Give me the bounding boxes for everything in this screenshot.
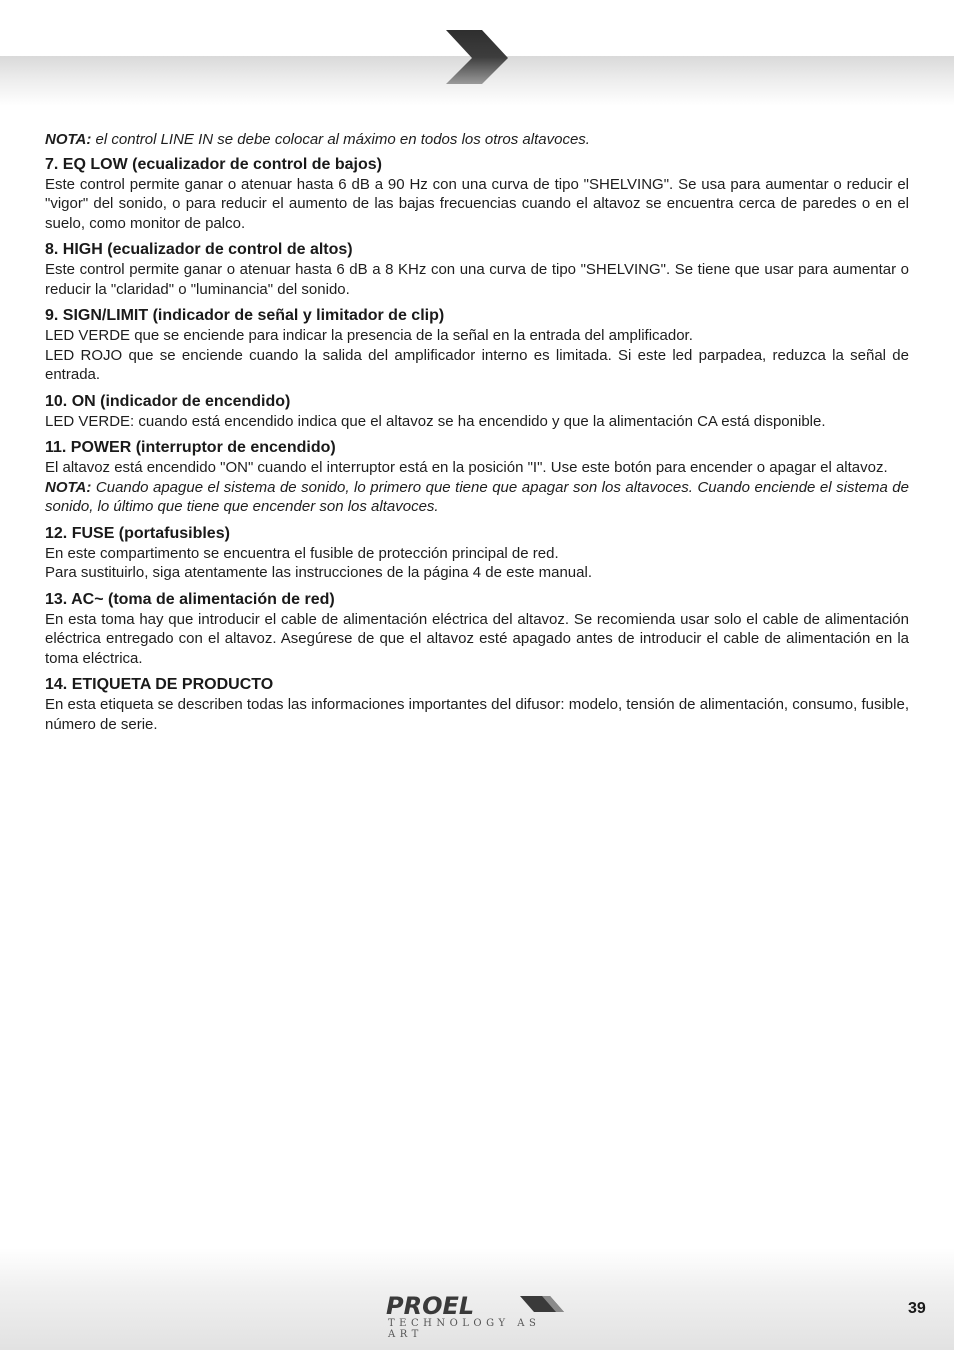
logo-wordmark: PROEL (386, 1292, 475, 1320)
section-title: 10. ON (indicador de encendido) (45, 392, 291, 410)
section-eq-low (45, 155, 909, 234)
section-text: En esta toma hay que introducir el cable de alimentación eléctrica del altavoz. Se recomienda usar solo el cable de alimentación eléctrica entregado con el altavoz. Asegúrese de que el altavoz esté apagado antes de introducir el cable de alimentación en la toma eléctrica. (45, 610, 909, 667)
page-content (45, 130, 909, 741)
section-text: En esta etiqueta se describen todas las informaciones importantes del difusor: modelo, tensión de alimentación, consumo, fusible, número de serie. (45, 696, 909, 733)
section-title: 14. ETIQUETA DE PRODUCTO (45, 676, 274, 693)
section-fuse (45, 524, 909, 583)
note-line-in (45, 130, 909, 150)
page-number: 39 (908, 1300, 926, 1317)
section-sign-limit (45, 306, 909, 385)
section-text: LED VERDE: cuando está encendido indica que el altavoz se ha encendido y que la alimentación CA está disponible. (45, 412, 826, 430)
section-title: 8. HIGH (ecualizador de control de altos) (45, 241, 353, 258)
section-high (45, 240, 909, 299)
section-text: Este control permite ganar o atenuar hasta 6 dB a 8 KHz con una curva de tipo "SHELVING". Se tiene que usar para aumentar o reducir la "claridad" o "luminancia" del sonido. (45, 261, 909, 298)
section-ac (45, 590, 909, 669)
proel-swoosh-icon (520, 1294, 566, 1314)
proel-logo (386, 1292, 570, 1340)
section-power (45, 438, 909, 517)
note-text: Cuando apague el sistema de sonido, lo primero que tiene que apagar son los altavoces. Cuando enciende el sistema de sonido, lo último que tiene que encender son los altavoces. (45, 478, 909, 515)
section-title: 9. SIGN/LIMIT (indicador de señal y limitador de clip) (45, 307, 445, 324)
note-label: NOTA: (45, 131, 92, 148)
section-text-green-led: LED VERDE que se enciende para indicar la presencia de la señal en la entrada del amplificador. (45, 327, 693, 344)
section-text: El altavoz está encendido "ON" cuando el interruptor está en la posición "I". Use este botón para encender o apagar el altavoz. (45, 459, 888, 476)
section-title: 12. FUSE (portafusibles) (45, 524, 230, 542)
section-title: 7. EQ LOW (ecualizador de control de bajos) (45, 155, 382, 173)
note-text: el control LINE IN se debe colocar al máximo en todos los otros altavoces. (91, 131, 590, 148)
section-text-line1: En este compartimento se encuentra el fusible de protección principal de red. (45, 544, 559, 562)
section-text: Este control permite ganar o atenuar hasta 6 dB a 90 Hz con una curva de tipo "SHELVING". Se usa para aumentar o reducir el "vigor" del sonido, o para reducir el aumento de las bajas frecuencias cuando el altavoz se encuentra cerca de paredes o en el suelo, como monitor de palco. (45, 175, 909, 232)
note-label: NOTA: (45, 478, 92, 496)
section-on (45, 392, 909, 432)
chevron-right-icon (444, 28, 512, 84)
section-text-line2: Para sustituirlo, siga atentamente las instrucciones de la página 4 de este manual. (45, 564, 592, 581)
section-product-label (45, 675, 909, 734)
section-text-red-led: LED ROJO que se enciende cuando la salida del amplificador interno es limitada. Si este led parpadea, reduzca la señal de entrada. (45, 346, 909, 383)
section-note (45, 478, 909, 517)
logo-tagline: TECHNOLOGY AS ART (388, 1318, 541, 1340)
section-title: 11. POWER (interruptor de encendido) (45, 439, 336, 456)
section-title: 13. AC~ (toma de alimentación de red) (45, 590, 335, 608)
